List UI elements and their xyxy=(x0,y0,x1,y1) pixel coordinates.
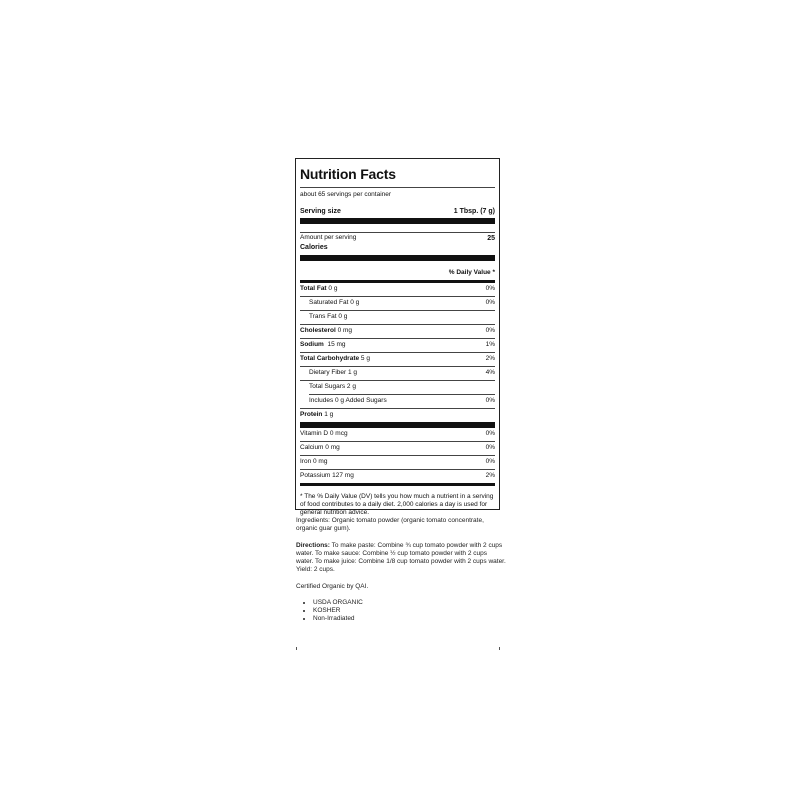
daily-value-header: % Daily Value * xyxy=(448,268,495,276)
nutrient-amount: 0 mg xyxy=(335,327,353,335)
calories-value: 25 xyxy=(487,234,495,242)
row-total-fat xyxy=(300,283,495,296)
nutrient-name: Protein xyxy=(300,411,323,419)
nutrient-dv: 2% xyxy=(485,355,495,363)
directions-label: Directions: xyxy=(296,541,330,549)
daily-value-footnote: * The % Daily Value (DV) tells you how much a nutrient in a serving of food contributes to a daily diet. 2,000 calories a day is used for general nutrition advice. xyxy=(300,493,494,517)
nutrient-name: Trans Fat 0 g xyxy=(309,313,348,321)
list-item: • USDA ORGANIC xyxy=(313,599,506,607)
nutrient-dv: 0% xyxy=(485,397,495,405)
amount-row xyxy=(300,235,495,242)
list-item: • Non-Irradiated xyxy=(313,615,506,623)
row-potassium xyxy=(300,470,495,483)
nutrient-name: Iron 0 mg xyxy=(300,458,328,466)
nutrient-dv: 0% xyxy=(485,327,495,335)
nutrient-dv: 0% xyxy=(485,285,495,293)
nutrient-dv: 2% xyxy=(485,472,495,480)
nutrient-name: Total Carbohydrate xyxy=(300,355,360,363)
directions-body: To make paste: Combine ¾ cup tomato powder with 2 cups water. To make sauce: Combine ½ cup tomato powder with 2 cups water. To make juice: Combine 1/8 cup tomato powder with 2 cups water. Yield: 2 cups. xyxy=(296,541,506,574)
calories-label: Calories xyxy=(300,243,328,251)
row-calcium xyxy=(300,442,495,455)
nutrient-name: Saturated Fat 0 g xyxy=(309,299,360,307)
row-added-sugars xyxy=(300,395,495,408)
nutrient-dv: 0% xyxy=(485,458,495,466)
nutrient-name: Sodium xyxy=(300,341,324,349)
nutrient-dv: 0% xyxy=(485,299,495,307)
row-cholesterol xyxy=(300,325,495,338)
nutrient-amount: 0 g xyxy=(326,285,338,293)
nutrient-amount: 5 g xyxy=(359,355,370,363)
row-saturated-fat xyxy=(300,297,495,310)
product-attributes-list xyxy=(296,599,506,624)
row-vitamin-d xyxy=(300,428,495,441)
nutrient-name: Calcium 0 mg xyxy=(300,444,340,452)
crop-mark xyxy=(296,647,297,650)
divider-thick xyxy=(300,218,495,224)
serving-size-label: Serving size xyxy=(300,207,341,215)
certification-text: Certified Organic by QAI. xyxy=(296,582,369,590)
row-dietary-fiber xyxy=(300,367,495,380)
divider-thick xyxy=(300,255,495,261)
serving-size-row xyxy=(300,208,495,215)
nutrient-dv: 0% xyxy=(485,444,495,452)
divider xyxy=(300,232,495,233)
nutrient-name: Includes 0 g Added Sugars xyxy=(309,397,387,405)
nutrient-dv: 0% xyxy=(485,430,495,438)
ingredients-text: Ingredients: Organic tomato powder (organic tomato concentrate, organic guar gum). xyxy=(296,517,484,533)
nutrient-dv: 1% xyxy=(485,341,495,349)
crop-mark xyxy=(499,647,500,650)
row-sodium xyxy=(300,339,495,352)
nutrient-name: Total Fat xyxy=(300,285,327,293)
row-total-sugars xyxy=(300,381,495,394)
nutrient-dv: 4% xyxy=(485,369,495,377)
nutrient-name: Dietary Fiber 1 g xyxy=(309,369,358,377)
nutrient-amount: 15 mg xyxy=(323,341,346,349)
row-iron xyxy=(300,456,495,469)
nutrition-facts-label xyxy=(295,158,500,517)
row-trans-fat xyxy=(300,311,495,324)
nutrient-name: Potassium 127 mg xyxy=(300,472,354,480)
amount-per-serving: Amount per serving xyxy=(300,233,357,241)
product-details xyxy=(296,517,506,624)
servings-per-container: about 65 servings per container xyxy=(300,187,495,199)
list-item: • KOSHER xyxy=(313,607,506,615)
nutrient-name: Total Sugars 2 g xyxy=(309,383,356,391)
directions-text xyxy=(296,542,506,575)
row-protein xyxy=(300,409,495,422)
serving-size-value: 1 Tbsp. (7 g) xyxy=(453,207,495,215)
row-total-carbohydrate xyxy=(300,353,495,366)
calories-block xyxy=(300,230,495,251)
label-title: Nutrition Facts xyxy=(300,166,396,182)
nutrient-name: Vitamin D 0 mcg xyxy=(300,430,348,438)
nutrient-name: Cholesterol xyxy=(300,327,336,335)
nutrient-amount: 1 g xyxy=(322,411,334,419)
